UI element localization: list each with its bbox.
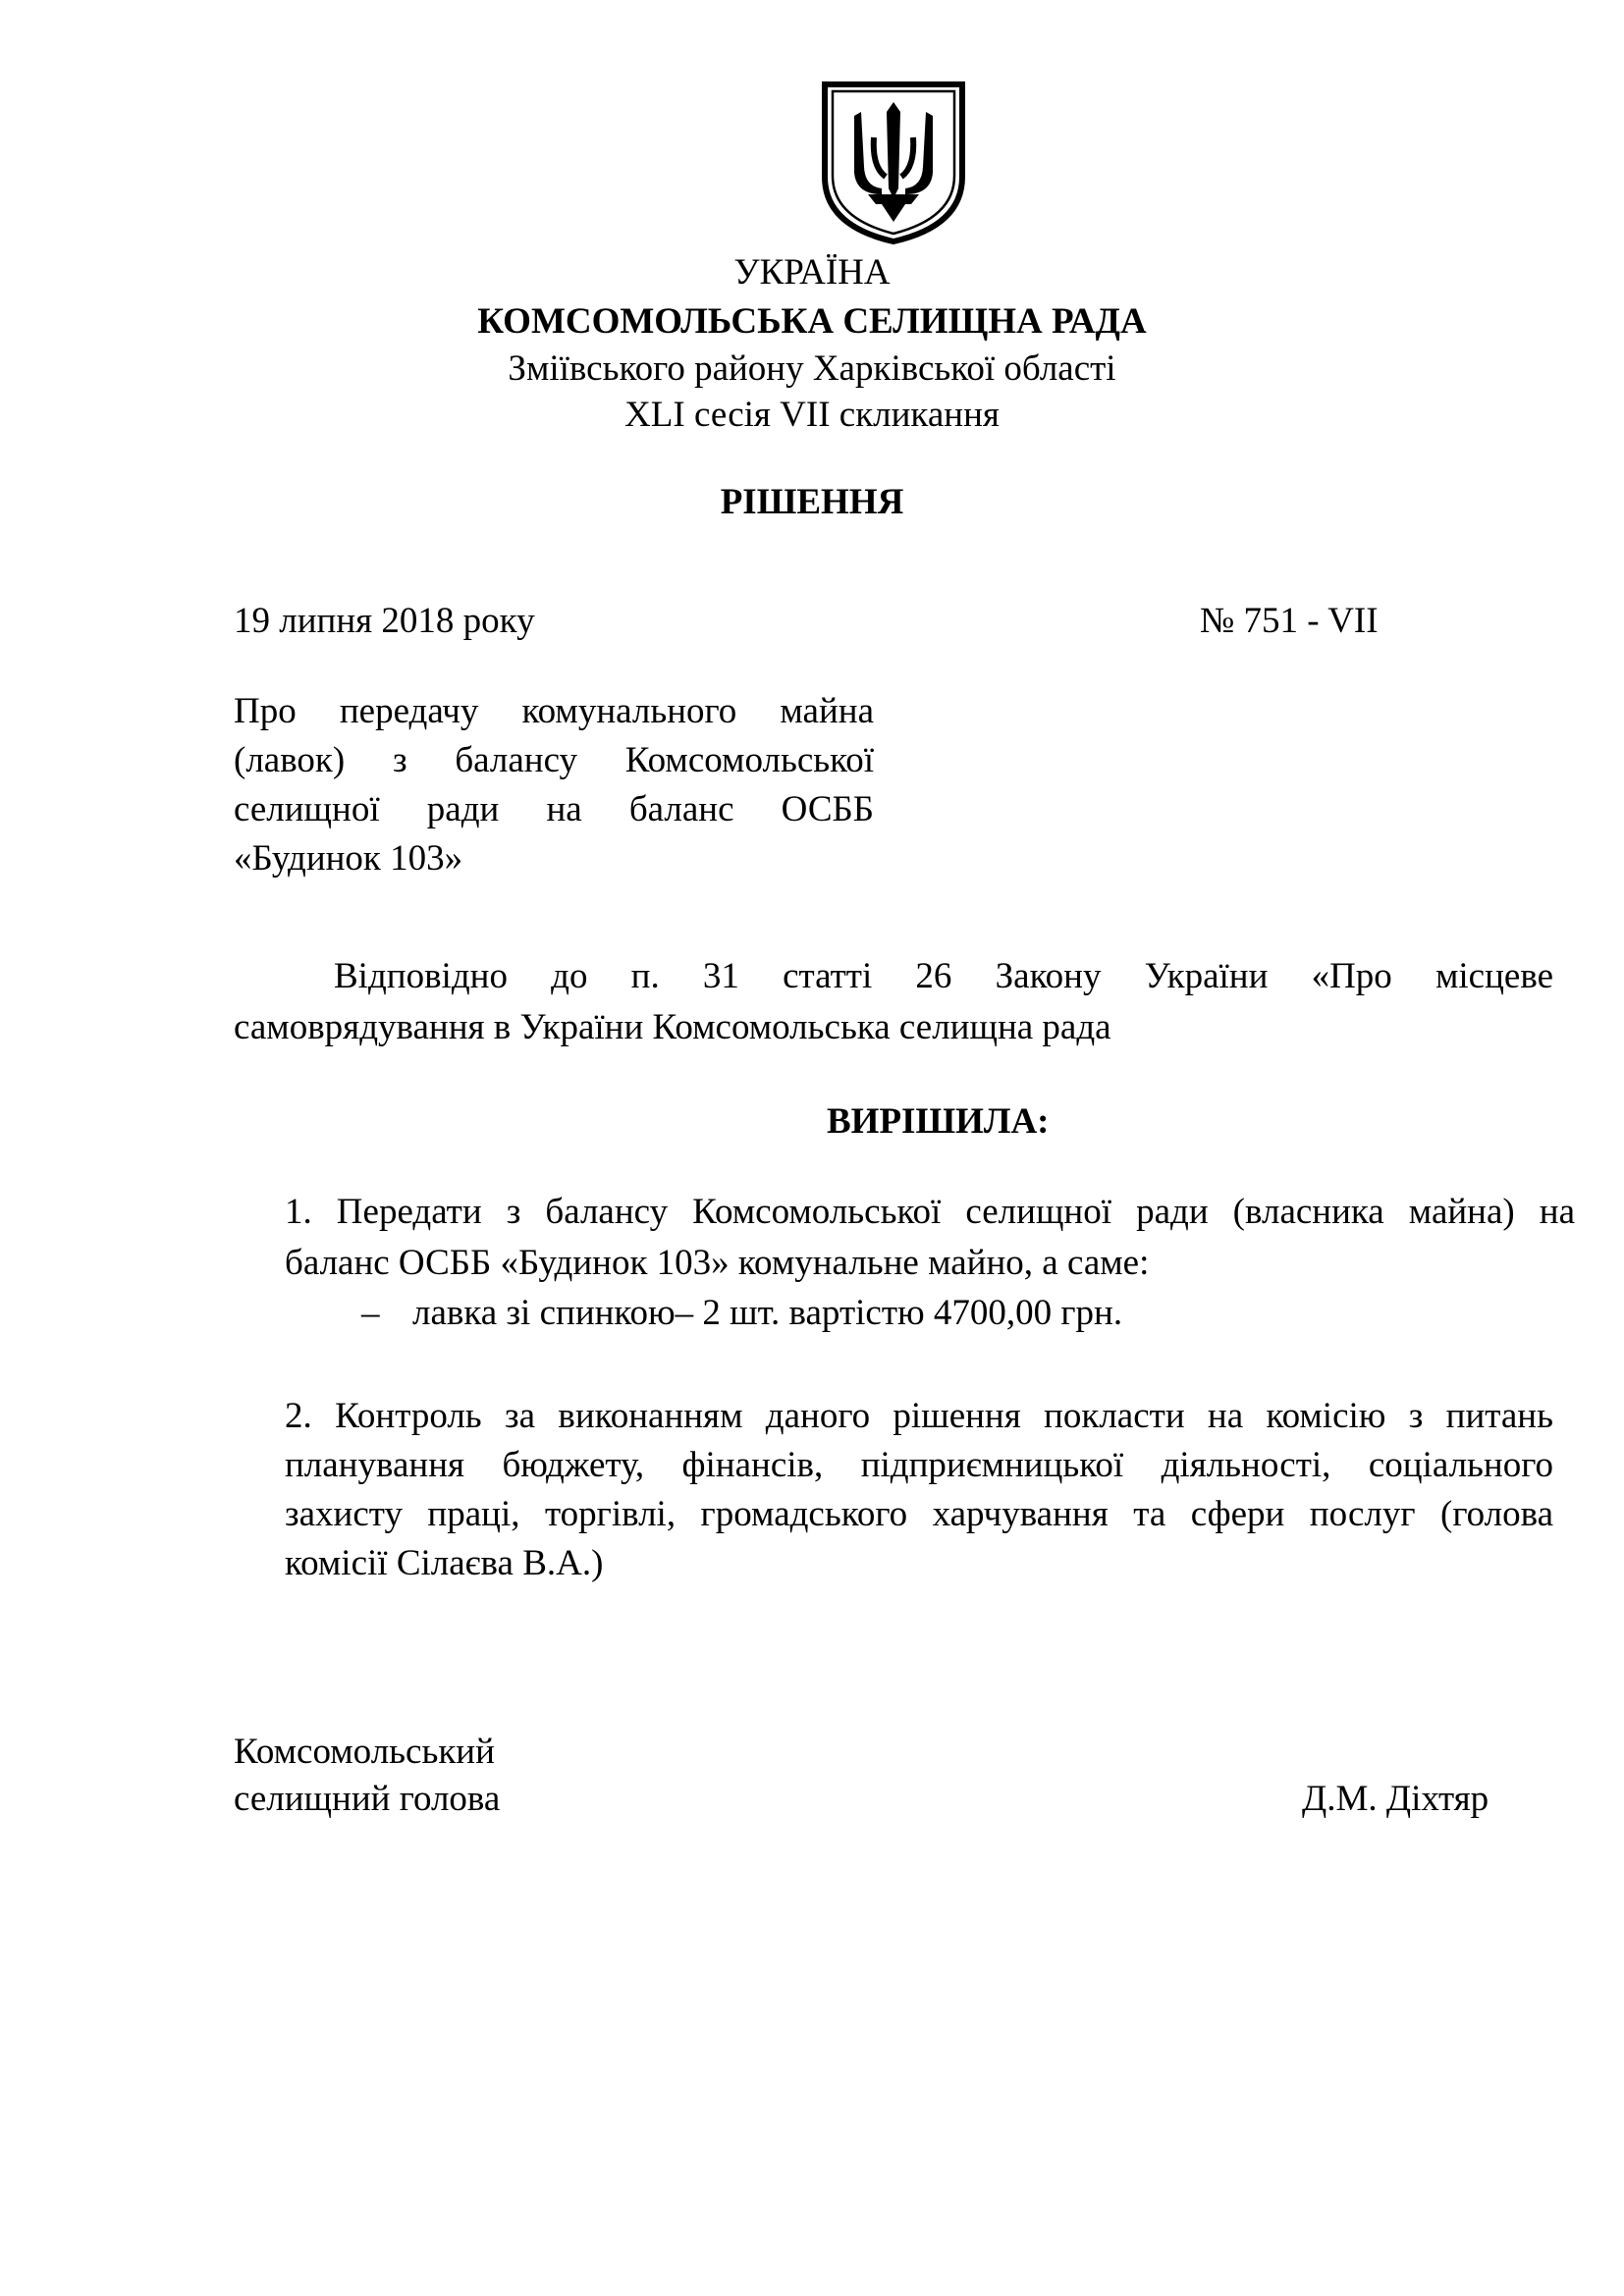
item2-line: планування бюджету, фінансів, підприємницької діяльності, соціального xyxy=(285,1445,1553,1485)
subject-block xyxy=(234,687,874,883)
decision-date: 19 липня 2018 року xyxy=(234,601,535,641)
resolved-heading: ВИРІШИЛА: xyxy=(827,1101,1050,1142)
item1-line: 1. Передати з балансу Комсомольської селищної ради (власника майна) на xyxy=(285,1192,1575,1232)
item2-block xyxy=(285,1392,1553,1588)
country-name: УКРАЇНА xyxy=(733,252,891,293)
council-name: КОМСОМОЛЬСЬКА СЕЛИЩНА РАДА xyxy=(477,301,1147,342)
item2-line: захисту праці, торгівлі, громадського харчування та сфери послуг (голова xyxy=(285,1494,1553,1534)
subject-line: «Будинок 103» xyxy=(234,838,463,879)
decision-number: № 751 - VII xyxy=(1200,601,1379,641)
subject-line: Про передачу комунального майна xyxy=(234,691,874,731)
signatory-title: Комсомольський xyxy=(234,1732,495,1772)
signatory-name: Д.М. Діхтяр xyxy=(1302,1779,1489,1819)
bullet-mark: – xyxy=(361,1293,380,1333)
item1-line: баланс ОСББ «Будинок 103» комунальне майно, а саме: xyxy=(285,1243,1150,1283)
item2-line: 2. Контроль за виконанням даного рішення покласти на комісію з питань xyxy=(285,1396,1553,1436)
subject-line: селищної ради на баланс ОСББ xyxy=(234,789,874,829)
preamble-line: самоврядування в України Комсомольська селищна рада xyxy=(234,1007,1111,1047)
preamble-line: Відповідно до п. 31 статті 26 Закону України «Про місцеве xyxy=(334,956,1553,996)
subject-line: (лавок) з балансу Комсомольської xyxy=(234,740,874,780)
bullet-text: лавка зі спинкою– 2 шт. вартістю 4700,00 грн. xyxy=(412,1293,1123,1333)
district-name: Зміївського району Харківської області xyxy=(508,348,1116,389)
session-label: XLI сесія VII скликання xyxy=(624,395,1000,435)
document-type: РІШЕННЯ xyxy=(720,482,904,522)
item2-line: комісії Сілаєва В.А.) xyxy=(285,1543,604,1583)
trident-coat-of-arms-icon xyxy=(817,79,970,245)
signatory-title: селищний голова xyxy=(234,1779,501,1819)
